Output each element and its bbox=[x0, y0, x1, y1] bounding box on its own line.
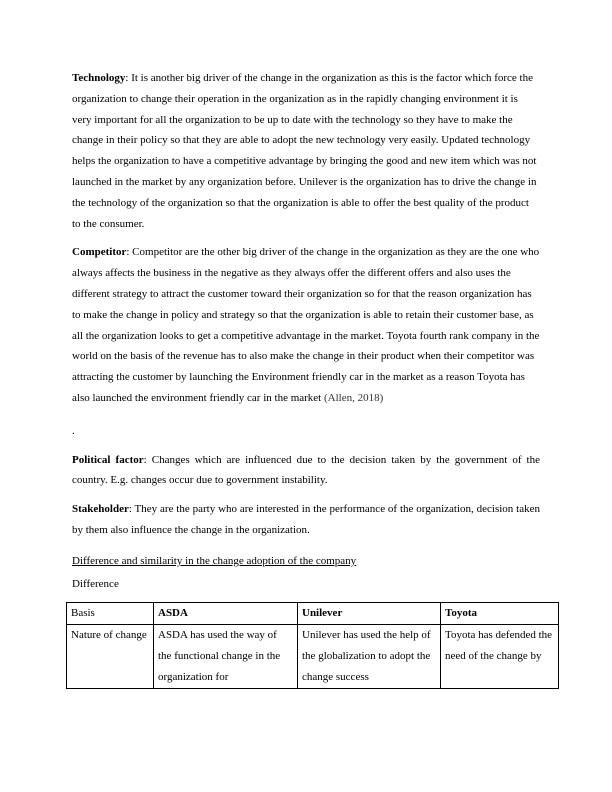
term-stakeholder: Stakeholder bbox=[72, 503, 129, 516]
section-heading: Difference and similarity in the change adoption of the company bbox=[72, 554, 357, 567]
table-row bbox=[67, 625, 559, 688]
paragraph-competitor bbox=[72, 242, 540, 408]
paragraph-technology-text: : It is another big driver of the change in the organization as this is the factor which force the organization to change their operation in the organization as in the rapidly changing environment it is very important for all the organization to be up to date with the technology so they have to make the change in their policy so that they are able to adopt the new technology very easily. Updated technology helps the organization to have a competitive advantage by bringing the good and new item which was not launched in the market by any organization before. Unilever is the organization has to drive the change in the technology of the organization so that the organization is able to offer the best quality of the product to the consumer. bbox=[72, 72, 537, 230]
paragraph-competitor-text: : Competitor are the other big driver of the change in the organization as they are the one who always affects the business in the negative as they always offer the different offers and also uses the different strategy to attract the customer toward their organization so for that the reason organization has to make the change in policy and strategy so that the organization is able to retain their customer base, as all the organization looks to get a competitive advantage in the market. Toyota fourth rank company in the world on the basis of the revenue has to also make the change in their product when their competitor was attracting the customer by launching the Environment friendly car in the market as a reason Toyota has also launched the environment friendly car in the market bbox=[72, 246, 540, 404]
header-unilever: Unilever bbox=[298, 603, 441, 625]
header-basis: Basis bbox=[67, 603, 154, 625]
comparison-table bbox=[66, 602, 559, 688]
separator-dot: . bbox=[72, 424, 75, 437]
subheading-difference: Difference bbox=[72, 577, 119, 590]
paragraph-stakeholder-text: : They are the party who are interested in the performance of the organization, decision taken by them also influence the change in the organization. bbox=[72, 503, 540, 536]
document-page bbox=[71, 68, 553, 689]
table-header-row bbox=[67, 603, 559, 625]
paragraph-political-factor-text: : Changes which are influenced due to the decision taken by the government of the country. E.g. changes occur due to government instability. bbox=[72, 453, 540, 487]
cell-basis: Nature of change bbox=[67, 625, 154, 688]
paragraph-technology bbox=[72, 68, 540, 234]
citation: (Allen, 2018) bbox=[324, 391, 384, 404]
cell-unilever: Unilever has used the help of the globalization to adopt the change success bbox=[298, 625, 441, 688]
term-technology: Technology bbox=[72, 72, 126, 84]
header-asda: ASDA bbox=[154, 603, 298, 625]
cell-asda: ASDA has used the way of the functional change in the organization for bbox=[154, 625, 298, 688]
cell-toyota: Toyota has defended the need of the change by bbox=[441, 625, 559, 688]
paragraph-stakeholder bbox=[72, 499, 540, 541]
term-political-factor: Political factor bbox=[72, 453, 144, 466]
term-competitor: Competitor bbox=[72, 246, 127, 259]
header-toyota: Toyota bbox=[441, 603, 559, 625]
paragraph-political-factor bbox=[72, 450, 540, 492]
